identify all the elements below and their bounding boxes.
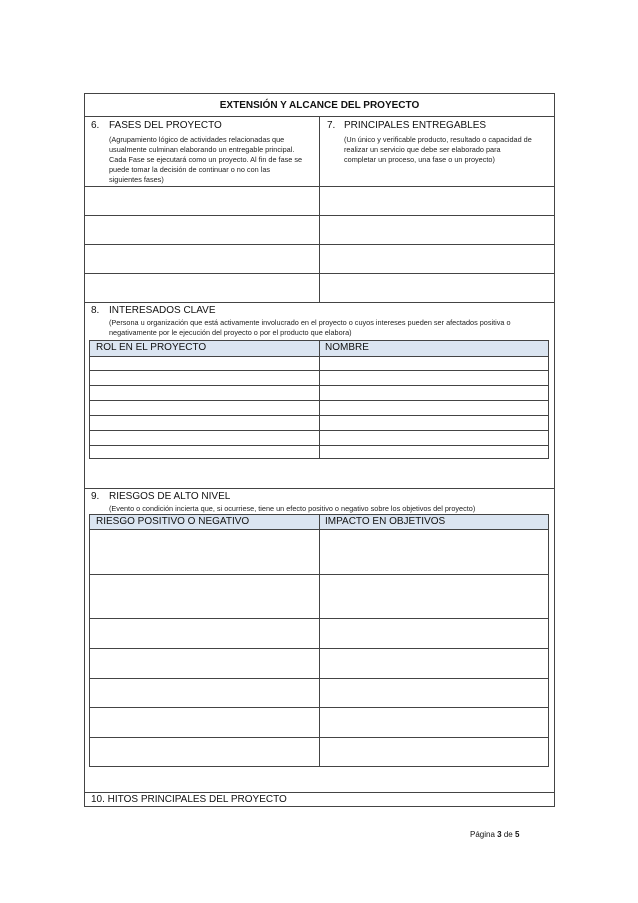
table-row [90, 385, 548, 386]
table-row [90, 574, 548, 575]
col-header-impact: IMPACTO EN OBJETIVOS [325, 516, 446, 527]
section-divider [84, 488, 555, 489]
row-line [84, 215, 555, 216]
table-row [90, 445, 548, 446]
table-row [90, 430, 548, 431]
section-8-description: (Persona u organización que está activamente involucrado en el proyecto o cuyos intereses pueden ser afectados positiva o negativamente por le ejecución del proyecto o por el producto que elabora) [109, 318, 511, 337]
col-header-risk: RIESGO POSITIVO O NEGATIVO [96, 516, 250, 527]
section-divider [84, 792, 555, 793]
risks-table [89, 514, 549, 767]
page-total: 5 [514, 830, 520, 839]
table-row [90, 707, 548, 708]
section-9-title: RIESGOS DE ALTO NIVEL [109, 491, 231, 502]
section-9-number: 9. [91, 491, 100, 502]
row-line [84, 273, 555, 274]
table-row [90, 400, 548, 401]
page-footer [470, 830, 519, 839]
row-line [84, 244, 555, 245]
table-row [90, 678, 548, 679]
section-7-title: PRINCIPALES ENTREGABLES [344, 120, 487, 131]
col-header-role: ROL EN EL PROYECTO [96, 342, 207, 353]
column-divider [319, 116, 320, 302]
section-9-description: (Evento o condición incierta que, si ocurriese, tiene un efecto positivo o negativo sobre los objetivos del proyecto) [109, 504, 476, 513]
table-row [90, 370, 548, 371]
section-6-description: (Agrupamiento lógico de actividades relacionadas que usualmente culminan elaborando un entregable principal. Cada Fase se ejecutará como un proyecto. Al fin de fase se puede tomar la decisión de continuar o no con las siguientes fases) [109, 135, 303, 184]
section-7-number: 7. [327, 120, 336, 131]
table-row [90, 618, 548, 619]
section-10-title: 10. HITOS PRINCIPALES DEL PROYECTO [91, 794, 287, 805]
stakeholders-table [89, 340, 549, 459]
of-word: de [503, 830, 513, 839]
page-title: EXTENSIÓN Y ALCANCE DEL PROYECTO [219, 100, 420, 111]
section-7-description: (Un único y verificable producto, resultado o capacidad de realizar un servicio que debe ser elaborado para completar un proceso, una fase o un proyecto) [344, 135, 532, 164]
table-row [90, 415, 548, 416]
section-8-title: INTERESADOS CLAVE [109, 305, 216, 316]
table-row [90, 737, 548, 738]
row-line [84, 302, 555, 303]
section-8-number: 8. [91, 305, 100, 316]
table-row [90, 648, 548, 649]
row-line [84, 186, 555, 187]
section-6-number: 6. [91, 120, 100, 131]
page-number: 3 [497, 830, 502, 839]
table-column-divider [319, 515, 320, 766]
col-header-name: NOMBRE [325, 342, 369, 353]
page-word: Página [470, 830, 495, 839]
section-6-title: FASES DEL PROYECTO [109, 120, 222, 131]
